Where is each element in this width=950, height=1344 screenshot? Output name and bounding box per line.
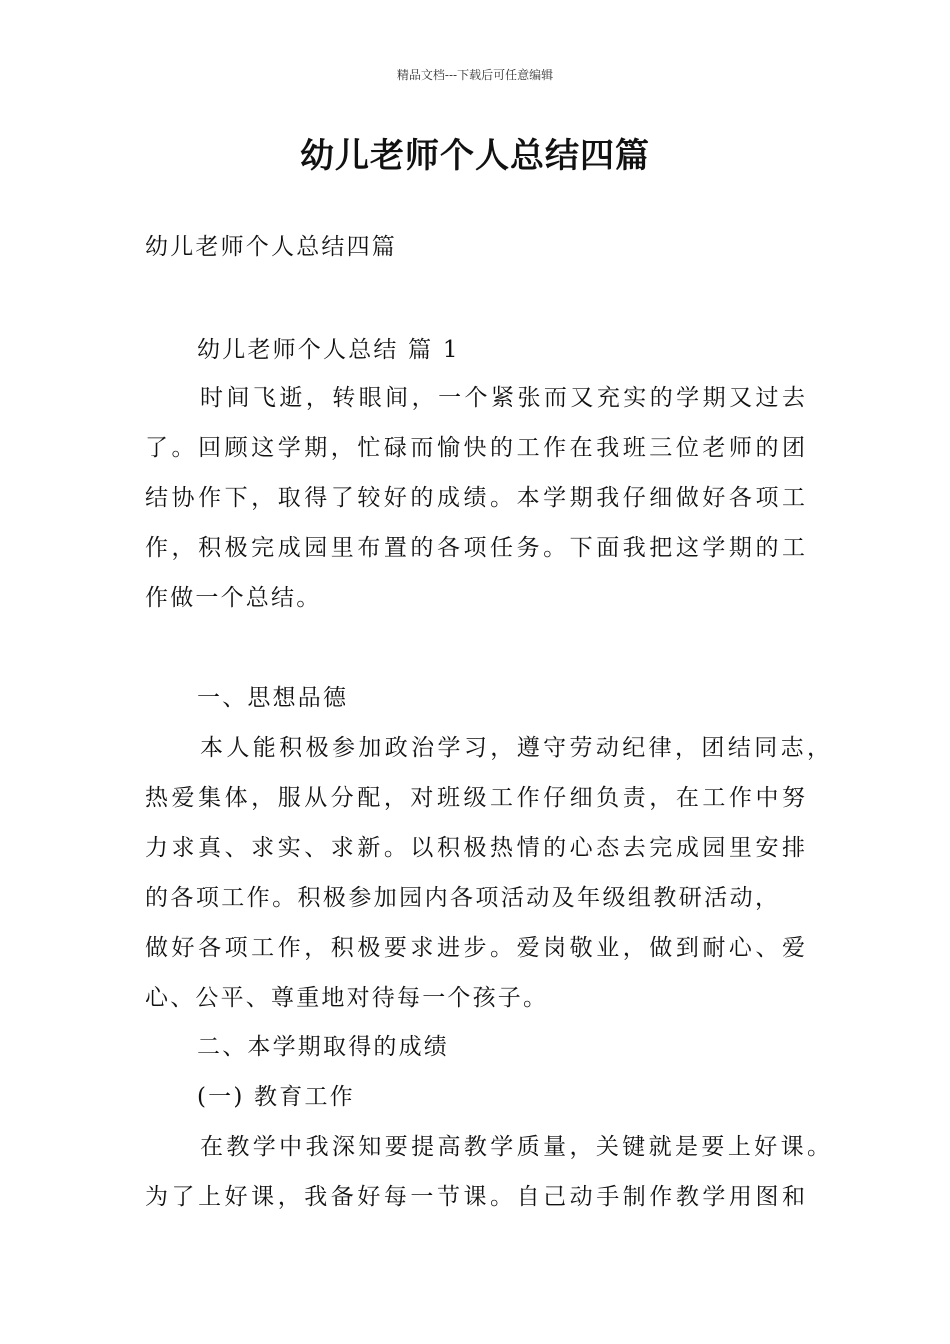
heading-achievements: 二、本学期取得的成绩 — [197, 1034, 449, 1060]
paragraph-line: 时间飞逝，转眼间，一个紧张而又充实的学期又过去 — [200, 385, 805, 411]
section-heading: 幼儿老师个人总结 篇 1 — [197, 337, 460, 363]
paragraph-line: 了。回顾这学期，忙碌而愉快的工作在我班三位老师的团 — [145, 435, 805, 461]
paragraph-line: 心、公平、尊重地对待每一个孩子。 — [145, 985, 549, 1011]
heading-thought-morality: 一、思想品德 — [197, 685, 349, 711]
header-note: 精品文档---下载后可任意编辑 — [396, 68, 554, 82]
paragraph-line: 的各项工作。积极参加园内各项活动及年级组教研活动， — [145, 885, 778, 911]
paragraph-line: 作，积极完成园里布置的各项任务。下面我把这学期的工 — [145, 535, 805, 561]
paragraph-line: 热爱集体，服从分配，对班级工作仔细负责，在工作中努 — [145, 785, 805, 811]
document-title: 幼儿老师个人总结四篇 — [300, 136, 650, 176]
paragraph-line: 在教学中我深知要提高教学质量，关键就是要上好课。 — [200, 1134, 830, 1160]
paragraph-line: 结协作下，取得了较好的成绩。本学期我仔细做好各项工 — [145, 485, 805, 511]
paragraph-line: 力求真、求实、求新。以积极热情的心态去完成园里安排 — [145, 835, 805, 861]
heading-education-work: (一) 教育工作 — [197, 1084, 355, 1110]
paragraph-line: 做好各项工作，积极要求进步。爱岗敬业，做到耐心、爱 — [145, 935, 805, 961]
paragraph-line: 作做一个总结。 — [145, 585, 322, 611]
paragraph-line: 为了上好课，我备好每一节课。自己动手制作教学用图和 — [145, 1184, 805, 1210]
document-subtitle: 幼儿老师个人总结四篇 — [145, 234, 397, 260]
paragraph-line: 本人能积极参加政治学习，遵守劳动纪律，团结同志， — [200, 735, 830, 761]
